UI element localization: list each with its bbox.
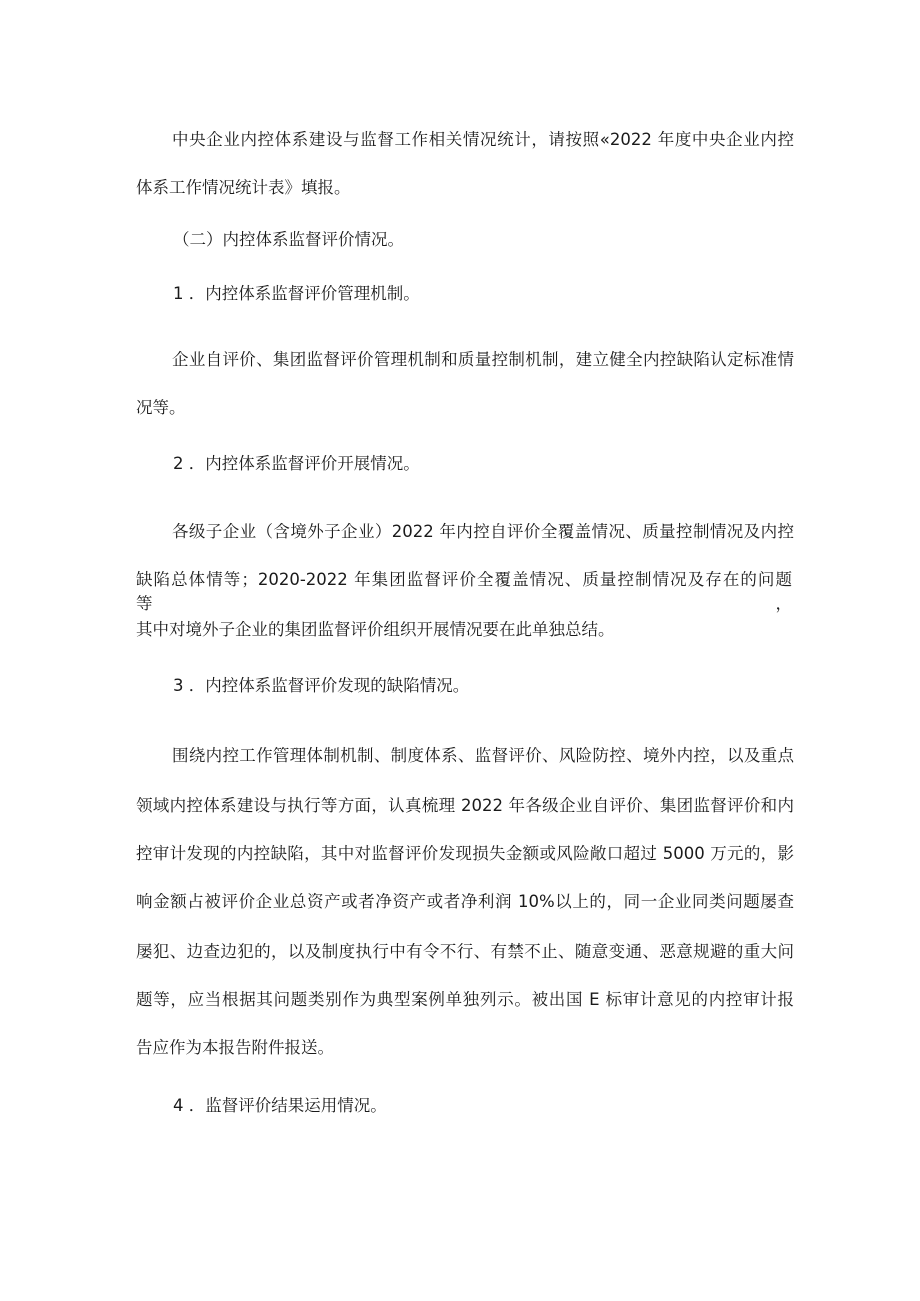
paragraph-line: 况等。 xyxy=(136,398,186,417)
paragraph-line: 响金额占被评价企业总资产或者净资产或者净利润 10%以上的，同一企业同类问题屡查 xyxy=(136,892,794,911)
item-heading: 1 ．内控体系监督评价管理机制。 xyxy=(173,284,420,303)
paragraph-line: 题等，应当根据其问题类别作为典型案例单独列示。被出国 E 标审计意见的内控审计报 xyxy=(136,990,794,1009)
paragraph-line: 缺陷总体情等；2020-2022 年集团监督评价全覆盖情况、质量控制情况及存在的问题等， xyxy=(136,570,792,613)
item-heading: 4 ．监督评价结果运用情况。 xyxy=(173,1096,387,1115)
item-heading: 2 ．内控体系监督评价开展情况。 xyxy=(173,454,420,473)
item-heading: 3 ．内控体系监督评价发现的缺陷情况。 xyxy=(173,676,470,695)
paragraph-line: 控审计发现的内控缺陷，其中对监督评价发现损失金额或风险敞口超过 5000 万元的，影 xyxy=(136,844,794,863)
paragraph-line: 体系工作情况统计表》填报。 xyxy=(136,178,351,197)
paragraph-line: 其中对境外子企业的集团监督评价组织开展情况要在此单独总结。 xyxy=(136,620,615,639)
paragraph-line: 领域内控体系建设与执行等方面，认真梳理 2022 年各级企业自评价、集团监督评价和内 xyxy=(136,796,794,815)
paragraph-line: 屡犯、边查边犯的，以及制度执行中有令不行、有禁不止、随意变通、恶意规避的重大问 xyxy=(136,942,794,961)
paragraph-line: 中央企业内控体系建设与监督工作相关情况统计，请按照«2022 年度中央企业内控 xyxy=(172,130,794,149)
paragraph-line: 企业自评价、集团监督评价管理机制和质量控制机制，建立健全内控缺陷认定标准情 xyxy=(172,350,794,369)
paragraph-line: 告应作为本报告附件报送。 xyxy=(136,1038,334,1057)
section-heading: （二）内控体系监督评价情况。 xyxy=(173,230,404,249)
paragraph-line: 围绕内控工作管理体制机制、制度体系、监督评价、风险防控、境外内控，以及重点 xyxy=(172,746,794,765)
paragraph-line: 各级子企业（含境外子企业）2022 年内控自评价全覆盖情况、质量控制情况及内控 xyxy=(172,522,794,541)
